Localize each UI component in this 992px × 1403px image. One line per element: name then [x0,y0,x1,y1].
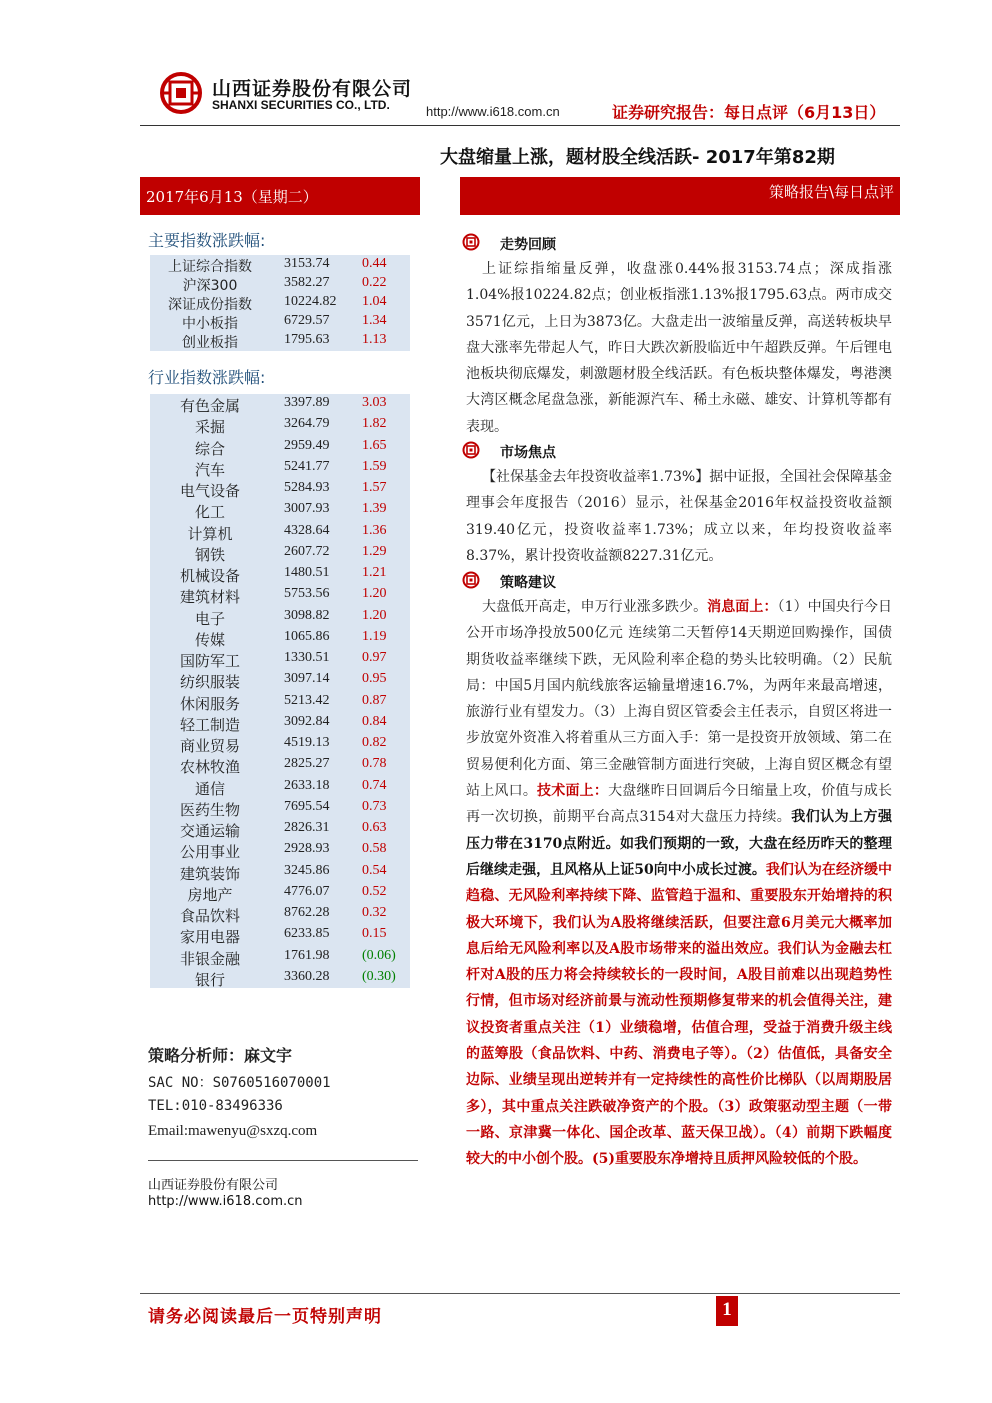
table-row [150,840,410,861]
index-name: 银行 [194,970,225,989]
index-change: 0.54 [362,862,387,878]
strategy-intro: 大盘低开高走，申万行业涨多跌少。 [482,599,708,615]
analyst-email[interactable]: Email:mawenyu@sxzq.com [148,1123,318,1139]
index-value: 2928.93 [284,841,330,857]
table-row [150,968,410,989]
table-row [150,331,410,350]
header-divider [140,125,900,126]
index-name: 上证综合指数 [168,259,252,275]
index-name: 汽车 [194,460,225,479]
date-banner [140,177,420,215]
index-value: 2959.49 [284,437,330,453]
index-name: 电子 [194,609,225,628]
section-title-focus: 市场焦点 [500,445,556,461]
index-name: 机械设备 [179,567,240,585]
index-value: 7695.54 [284,798,330,814]
index-value: 1480.51 [284,565,330,580]
index-change: 0.58 [362,841,387,857]
index-name: 建筑装饰 [179,864,240,883]
index-change: 1.29 [362,543,387,559]
index-name: 电气设备 [179,482,240,500]
index-name: 纺织服装 [179,673,240,692]
table-row [150,500,410,521]
footer-company: 山西证券股份有限公司 [148,1178,279,1193]
index-value: 4328.64 [284,522,330,538]
index-name: 建筑材料 [179,588,240,607]
footer-divider [140,1293,900,1294]
index-change: 1.82 [362,416,387,432]
index-value: 1065.86 [284,628,330,644]
index-name: 化工 [194,503,225,522]
index-value: 3245.86 [284,862,330,878]
technical-label: 技术面上： [537,783,609,800]
index-name: 房地产 [187,885,233,904]
index-change: 0.15 [362,926,387,942]
index-change: 1.65 [362,437,387,453]
index-value: 3264.79 [284,416,330,432]
index-value: 6729.57 [284,313,330,328]
index-value: 5213.42 [284,692,330,708]
table-row [150,862,410,883]
table-row [150,777,410,798]
index-change: (0.30) [362,968,396,984]
header-url[interactable]: http://www.i618.com.cn [426,104,560,119]
section-bullet-icon [462,233,480,251]
table-row [150,649,410,670]
index-name: 休闲服务 [179,694,240,713]
index-change: 1.34 [362,313,387,328]
company-name-en: SHANXI SECURITIES CO., LTD. [212,98,390,112]
index-value: 3153.74 [284,256,330,271]
index-value: 4776.07 [284,883,330,899]
index-name: 商业贸易 [179,737,240,755]
table-row [150,255,410,274]
section-bullet-icon [462,571,480,589]
index-change: 0.87 [362,692,387,708]
index-change: 1.20 [362,586,387,602]
industry-index-title: 行业指数涨跌幅: [148,368,266,387]
category-banner [460,177,900,215]
index-value: 2607.72 [284,543,330,559]
index-name: 有色金属 [179,397,240,415]
table-row [150,819,410,840]
table-row [150,628,410,649]
company-name-cn: 山西证券股份有限公司 [212,78,413,100]
technical-text: 大盘继昨日回调后今日缩量上攻，价值与成长再一次切换，前期平台高点3154对大盘压力持续。 [466,783,893,826]
index-change: 1.21 [362,565,387,580]
index-name: 采掘 [194,418,225,437]
table-row [150,394,410,415]
report-type: 证券研究报告：每日点评（6月13日） [612,103,886,122]
index-value: 1795.63 [284,332,330,347]
table-row [150,947,410,968]
index-change: 0.82 [362,735,387,750]
table-row [150,543,410,564]
index-name: 轻工制造 [179,715,240,734]
table-row [150,458,410,479]
analyst-tel: TEL:010-83496336 [148,1098,283,1114]
footer-url[interactable]: http://www.i618.com.cn [148,1194,303,1209]
index-change: 1.04 [362,294,387,309]
table-row [150,437,410,458]
table-row [150,734,410,755]
index-change: 1.20 [362,607,387,623]
focus-paragraph: 【社保基金去年投资收益率1.73%】据中证报，全国社会保障基金理事会年度报告（2016）显示，社保基金2016年权益投资收益额319.40亿元，投资收益率1.73%；成立以来，年均投资收益率8.37%，累计投资收益额8227.31亿元。 [466,469,892,564]
index-name: 农林牧渔 [179,758,240,777]
table-row [150,293,410,312]
index-change: 0.22 [362,275,387,290]
index-change: 1.13 [362,332,387,347]
index-change: 0.52 [362,883,387,899]
index-name: 中小板指 [182,316,238,332]
index-value: 10224.82 [284,294,337,309]
index-value: 2633.18 [284,777,330,793]
table-row [150,585,410,606]
index-name: 国防军工 [179,652,240,670]
index-value: 3360.28 [284,968,330,984]
table-row [150,755,410,776]
analyst-divider [148,1160,418,1161]
index-value: 5241.77 [284,458,330,474]
industry-index-table [150,394,410,988]
table-row [150,904,410,925]
index-value: 6233.85 [284,926,330,942]
major-index-table [150,255,410,351]
report-category: 策略报告\每日点评 [768,183,894,201]
index-change: 1.19 [362,628,387,644]
index-name: 传媒 [194,630,225,649]
table-row [150,522,410,543]
index-change: 0.84 [362,713,387,729]
table-row [150,564,410,585]
index-change: 0.32 [362,905,387,920]
index-value: 1761.98 [284,947,330,963]
index-name: 非银金融 [179,949,240,968]
table-row [150,883,410,904]
index-change: 0.97 [362,650,387,665]
analyst-sac: SAC NO：S0760516070001 [148,1075,331,1091]
index-change: 0.95 [362,671,387,687]
analyst-name: 策略分析师：麻文宇 [148,1046,293,1065]
index-change: 3.03 [362,395,387,410]
index-change: 0.74 [362,777,387,793]
table-row [150,670,410,691]
index-name: 综合 [194,439,225,458]
index-value: 5753.56 [284,586,330,602]
index-name: 计算机 [187,524,233,543]
index-value: 3007.93 [284,501,330,517]
trend-paragraph: 上证综指缩量反弹，收盘涨0.44%报3153.74点；深成指涨1.04%报10224.82点；创业板指涨1.13%报1795.63点。两市成交3571亿元，上日为3873亿。大盘走出一波缩量反弹，高送转板块早盘大涨率先带起人气，昨日大跌次新股临近中午超跌反弹。午后锂电池板块彻底爆发，刺激题材股全线活跃。有色板块整体爆发，粤港澳大湾区概念尾盘急涨，新能源汽车、稀土永磁、雄安、计算机等都有表现。 [466,261,892,435]
index-value: 3098.82 [284,607,330,623]
index-value: 3397.89 [284,395,330,410]
table-row [150,479,410,500]
index-name: 沪深300 [182,278,238,294]
index-change: 1.59 [362,458,387,474]
table-row [150,692,410,713]
index-change: 0.44 [362,256,387,271]
index-name: 食品饮料 [179,907,240,925]
technical-view: 我们认为上方强压力带在3170点附近。如我们预期的一致，大盘在经历昨天的整理后继续走强，且风格从上证50向中小成长过渡。 [466,809,892,878]
index-value: 2826.31 [284,820,330,835]
page-number-badge [716,1296,738,1326]
section-title-trend: 走势回顾 [500,237,556,253]
index-name: 公用事业 [179,843,240,862]
index-value: 5284.93 [284,480,330,495]
index-value: 3582.27 [284,275,330,290]
news-label: 消息面上： [707,599,778,615]
table-row [150,415,410,436]
index-change: 0.73 [362,798,387,814]
news-text: （1）中国央行今日公开市场净投放500亿元 连续第二天暂停14天期逆回购操作，国债期货收益率继续下跌，无风险利率企稳的势头比较明确。（2）民航局：中国5月国内航线旅客运输量增速16.7%，为两年来最高增速，旅游行业有望发力。（3）上海自贸区管委会主任表示，自贸区将进一步放宽外资准入将着重从三方面入手：第一是投资开放领域、第二在贸易便利化方面、第三金融管制方面进行突破，上海自贸区概念有望站上风口。 [466,599,892,800]
index-change: 0.63 [362,820,387,835]
index-name: 医药生物 [179,800,240,819]
disclaimer-note: 请务必阅读最后一页特别声明 [148,1307,382,1327]
table-row [150,274,410,293]
page-number: 1 [722,1299,732,1320]
index-change: (0.06) [362,947,396,963]
index-value: 2825.27 [284,756,330,772]
index-value: 8762.28 [284,905,330,920]
table-row [150,312,410,331]
table-row [150,798,410,819]
section-title-strategy: 策略建议 [500,575,556,591]
table-row [150,607,410,628]
index-change: 1.57 [362,480,387,495]
index-name: 通信 [194,779,225,798]
company-logo-icon [160,72,202,114]
index-name: 创业板指 [182,335,238,351]
index-name: 钢铁 [194,545,225,564]
index-value: 4519.13 [284,735,330,750]
report-date: 2017年6月13（星期二） [146,188,318,206]
index-change: 1.39 [362,501,387,517]
section-bullet-icon [462,441,480,459]
strategy-paragraph [466,594,892,1173]
major-index-title: 主要指数涨跌幅: [148,231,266,250]
strategy-view: 我们认为在经济缓中趋稳、无风险利率持续下降、监管趋于温和、重要股东开始增持的积极大环境下，我们认为A股将继续活跃，但要注意6月美元大概率加息后给无风险利率以及A股市场带来的溢出效应。我们认为金融去杠杆对A股的压力将会持续较长的一段时间，A股目前难以出现趋势性行情，但市场对经济前景与流动性预期修复带来的机会值得关注，建议投资者重点关注（1）业绩稳增，估值合理，受益于消费升级主线的蓝筹股（食品饮料、中药、消费电子等）。（2）估值低，具备安全边际、业绩呈现出逆转并有一定持续性的高性价比梯队（以周期股居多），其中重点关注跌破净资产的个股。（3）政策驱动型主题（一带一路、京津冀一体化、国企改革、蓝天保卫战）。（4）前期下跌幅度较大的中小创个股。(5)重要股东净增持且质押风险较低的个股。 [466,861,893,1168]
index-value: 1330.51 [284,650,330,665]
index-value: 3092.84 [284,713,330,729]
index-name: 深证成份指数 [168,297,252,313]
index-change: 0.78 [362,756,387,772]
index-value: 3097.14 [284,671,330,687]
page-title: 大盘缩量上涨，题材股全线活跃- 2017年第82期 [440,147,835,168]
index-name: 家用电器 [179,928,240,947]
index-change: 1.36 [362,522,387,538]
index-name: 交通运输 [179,822,240,840]
table-row [150,925,410,946]
table-row [150,713,410,734]
